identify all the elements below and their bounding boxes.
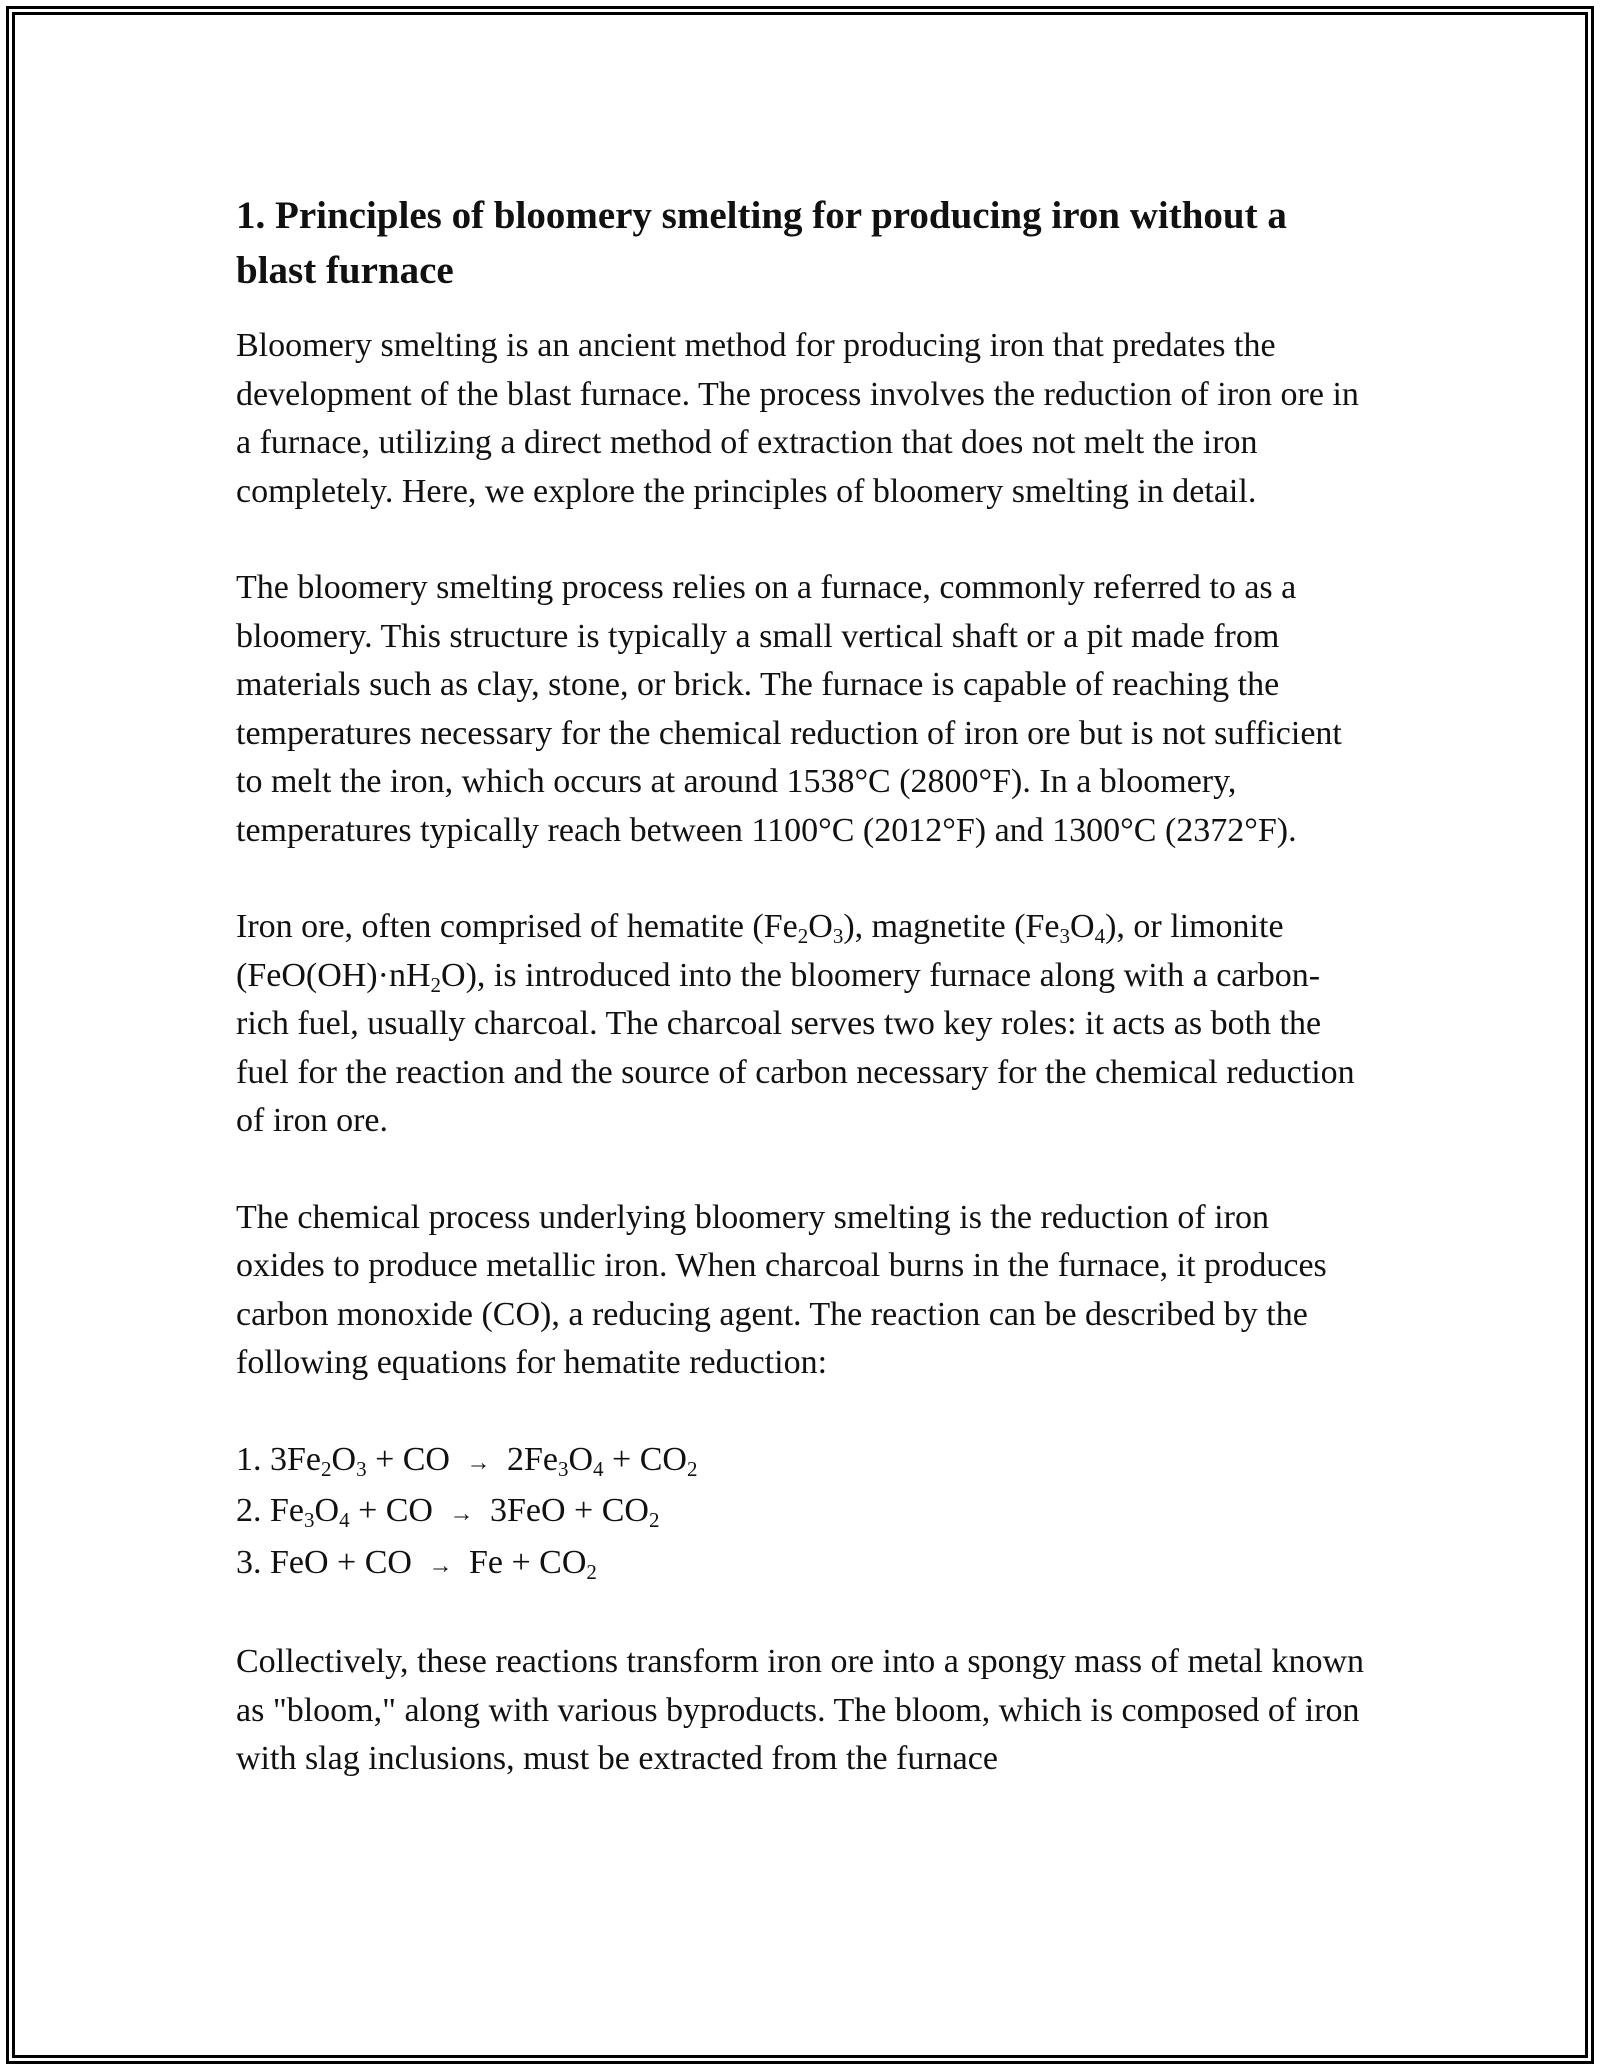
subscript: 2	[586, 1559, 597, 1584]
paragraph-bloom: Collectively, these reactions transform iron ore into a spongy mass of metal known as "bloom," along with various byproducts. The bloom, which is composed of iron with slag inclusions, must be extracted from the furnace	[236, 1643, 1365, 1777]
subscript: 2	[648, 1508, 660, 1532]
text-run: O	[314, 1492, 340, 1529]
equation-2	[236, 1487, 1366, 1539]
text-run: + CO	[366, 1440, 459, 1478]
subscript: 3	[356, 1456, 367, 1481]
text-run: O), is introduced into the bloomery furnace along with a carbon-rich fuel, usually charcoal. The charcoal serves two key roles: it acts as both the fuel for the reaction and the source of carbon necessary for the chemical reduction of iron ore.	[236, 956, 1355, 1139]
text-run: 1. 3Fe	[236, 1440, 321, 1478]
section-heading: 1. Principles of bloomery smelting for producing iron without a blast furnace	[236, 194, 1287, 292]
subscript: 3	[1059, 924, 1071, 948]
paragraph-ore	[236, 903, 1366, 1146]
paragraph-chemistry: The chemical process underlying bloomery smelting is the reduction of iron oxides to produce metallic iron. When charcoal burns in the furnace, it produces carbon monoxide (CO), a reducing agent. The reaction can be described by the following equations for hematite reduction:	[236, 1198, 1327, 1381]
paragraph-furnace: The bloomery smelting process relies on a furnace, commonly referred to as a bloomery. This structure is typically a small vertical shaft or a pit made from materials such as clay, stone, or brick. The furnace is capable of reaching the temperatures necessary for the chemical reduction of iron ore but is not sufficient to melt the iron, which occurs at around 1538°C (2800°F). In a bloomery, temperatures typically reach between 1100°C (2012°F) and 1300°C (2372°F).	[236, 569, 1342, 849]
text-run: 2Fe	[498, 1440, 558, 1478]
equation-3	[236, 1539, 1366, 1591]
subscript: 3	[304, 1508, 315, 1532]
text-run: Fe + CO	[460, 1543, 587, 1581]
text-run: ), magnetite (Fe	[843, 908, 1060, 945]
subscript: 3	[832, 924, 844, 948]
text-run: + CO	[603, 1440, 687, 1478]
text-run: O	[808, 908, 833, 945]
paragraph-intro: Bloomery smelting is an ancient method for producing iron that predates the development of the blast furnace. The process involves the reduction of iron ore in a furnace, utilizing a direct method of extraction that does not melt the iron completely. Here, we explore the principles of bloomery smelting in detail.	[236, 327, 1359, 510]
text-run: O	[331, 1440, 357, 1478]
subscript: 4	[339, 1508, 350, 1532]
document-body	[236, 188, 1366, 1832]
reaction-arrow-icon: →	[449, 1501, 474, 1527]
subscript: 3	[557, 1456, 569, 1481]
equation-list	[236, 1436, 1366, 1591]
subscript: 4	[1094, 924, 1106, 948]
subscript: 2	[797, 924, 809, 948]
reaction-arrow-icon: →	[428, 1552, 453, 1579]
subscript: 2	[430, 972, 442, 997]
text-run: 3FeO + CO	[481, 1492, 649, 1529]
subscript: 4	[593, 1456, 604, 1481]
text-run: O	[568, 1440, 594, 1478]
text-run: Iron ore, often comprised of hematite (Fe	[236, 908, 798, 945]
text-run: 3. FeO + CO	[236, 1543, 421, 1581]
subscript: 2	[686, 1456, 698, 1481]
text-run: 2. Fe	[236, 1492, 304, 1529]
text-run: + CO	[349, 1492, 442, 1529]
equation-1	[236, 1436, 1366, 1488]
text-run: O	[1070, 908, 1095, 945]
text-run: ), or limonite (FeO(OH)·nH	[236, 908, 1284, 994]
subscript: 2	[321, 1456, 332, 1481]
reaction-arrow-icon: →	[466, 1449, 491, 1476]
